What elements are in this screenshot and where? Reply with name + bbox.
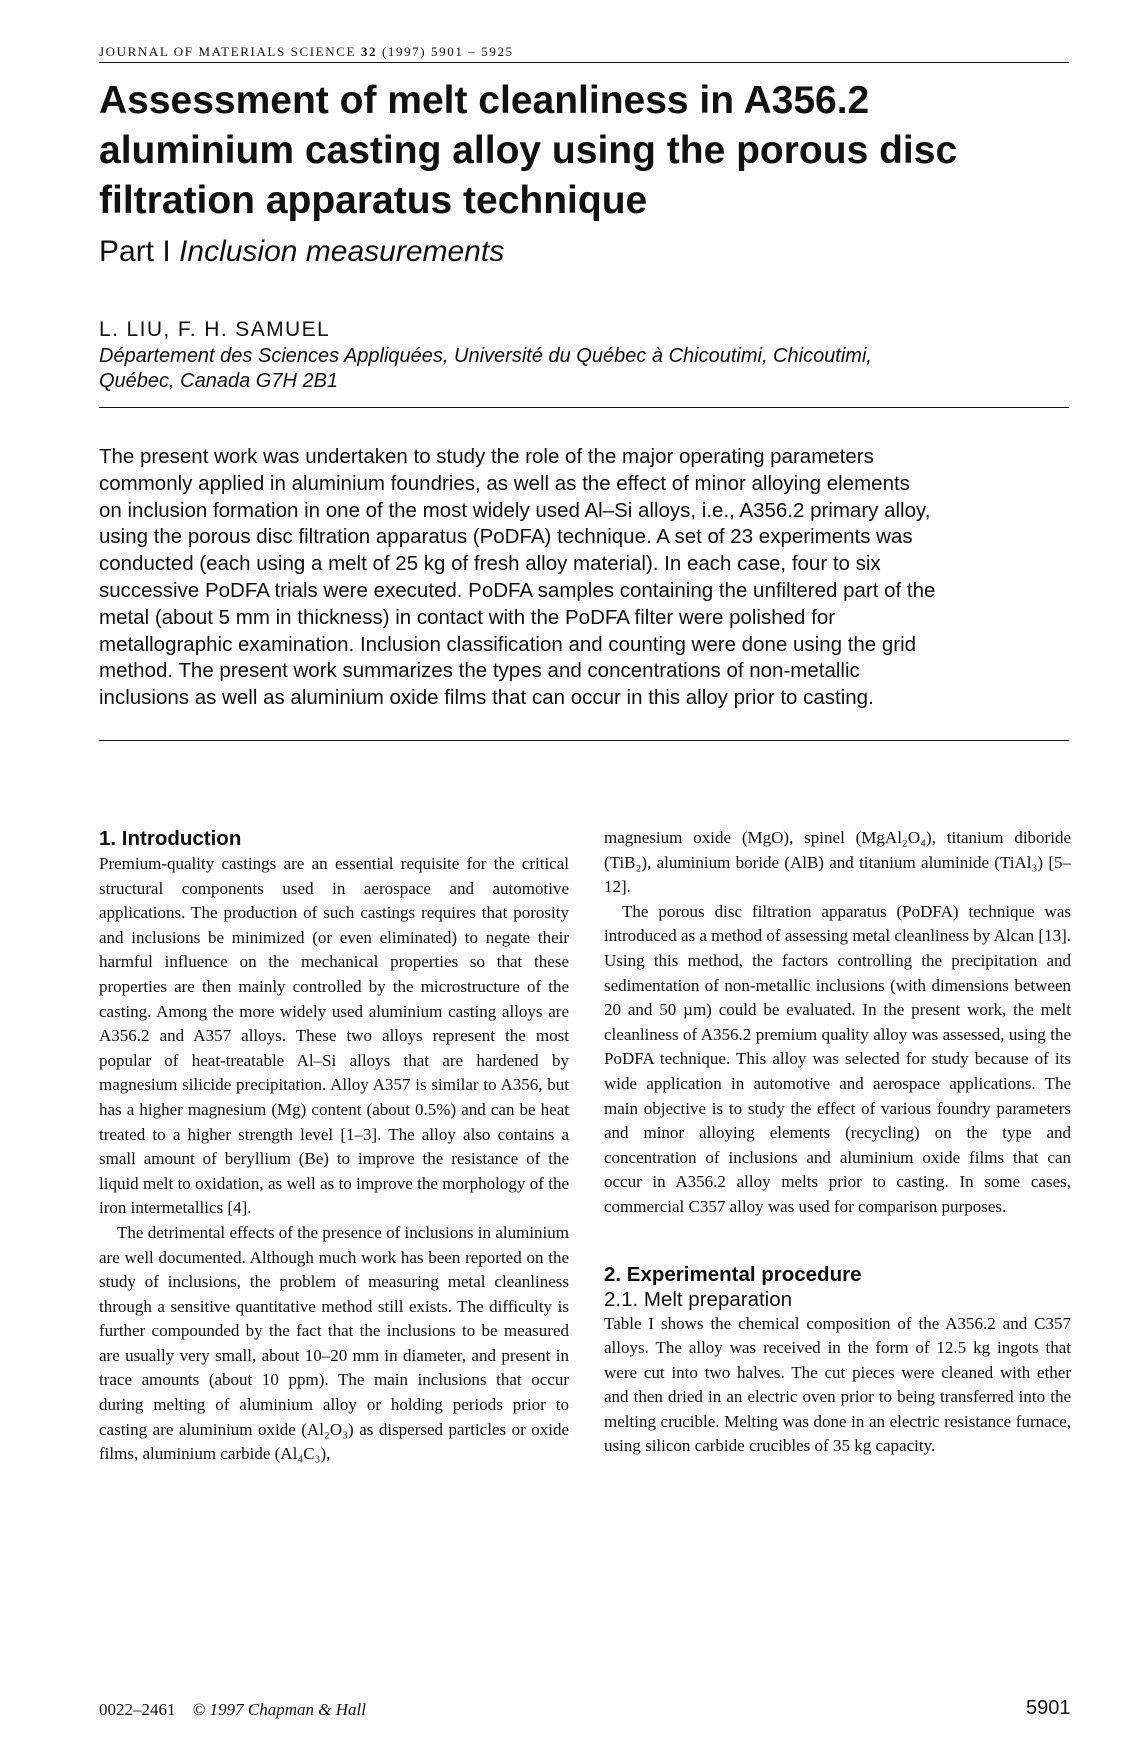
abstract-line: inclusions as well as aluminium oxide films that can occur in this alloy prior to casting. <box>99 686 874 710</box>
article-title <box>99 76 1059 226</box>
abstract <box>99 444 1069 712</box>
abstract-line: using the porous disc filtration apparatus (PoDFA) technique. A set of 23 experiments was <box>99 525 913 549</box>
affiliation-line-2: Québec, Canada G7H 2B1 <box>99 370 339 392</box>
authors: L. LIU, F. H. SAMUEL <box>99 318 331 341</box>
part-title: Inclusion measurements <box>179 235 505 268</box>
abstract-line: successive PoDFA trials were executed. PoDFA samples containing the unfiltered part of the <box>99 578 936 602</box>
intro-paragraph-3: magnesium oxide (MgO), spinel (MgAl₂O₄), titanium diboride (TiB₂), aluminium boride (AlB) and titanium aluminide (TiAl₃) [5–12]. <box>604 828 1071 897</box>
journal-name: JOURNAL OF MATERIALS SCIENCE <box>99 44 357 59</box>
title-line-1: Assessment of melt cleanliness in A356.2 <box>99 79 870 122</box>
journal-volume: 32 <box>360 44 378 59</box>
abstract-top-rule <box>99 407 1069 408</box>
issn: 0022–2461 <box>99 1700 176 1719</box>
section-1-heading: 1. Introduction <box>99 827 242 850</box>
abstract-line: on inclusion formation in one of the most widely used Al–Si alloys, i.e., A356.2 primary alloy, <box>99 498 931 522</box>
abstract-line: metallographic examination. Inclusion classification and counting were done using the grid <box>99 632 917 656</box>
part-subtitle <box>99 234 504 270</box>
affiliation-line-1: Département des Sciences Appliquées, Université du Québec à Chicoutimi, Chicoutimi, <box>99 345 872 367</box>
intro-paragraph-2: The detrimental effects of the presence of inclusions in aluminium are well documented. Although much work has been reported on the study of inclusions, the problem of measuring metal cleanliness through a sensitive quantitative method still exists. The difficulty is further compounded by the fact that the inclusions to be measured are usually very small, about 10–20 mm in diameter, and present in trace amounts (about 10 ppm). The main inclusions that occur during melting of aluminium alloy or holding periods prior to casting are aluminium oxide (Al₂O₃) as dispersed particles or oxide films, aluminium carbide (Al₄C₃), <box>99 1222 569 1464</box>
part-label: Part I <box>99 235 171 268</box>
abstract-line: metal (about 5 mm in thickness) in contact with the PoDFA filter were polished for <box>99 605 836 629</box>
journal-year-pages: (1997) 5901 – 5925 <box>381 44 514 59</box>
right-column <box>604 826 1071 1459</box>
abstract-line: conducted (each using a melt of 25 kg of fresh alloy material). In each case, four to six <box>99 552 881 576</box>
copyright: © 1997 Chapman & Hall <box>192 1700 366 1719</box>
abstract-line: method. The present work summarizes the types and concentrations of non-metallic <box>99 659 860 683</box>
footer-copyright <box>99 1700 366 1720</box>
section-2-heading: 2. Experimental procedure <box>604 1262 862 1286</box>
abstract-line: The present work was undertaken to study the role of the major operating parameters <box>99 445 874 468</box>
methods-paragraph-1: Table I shows the chemical composition of the A356.2 and C357 alloys. The alloy was received in the form of 12.5 kg ingots that were cut into two halves. The cut pieces were cleaned with ether and then dried in an electric oven prior to being transferred into the melting crucible. Melting was done in an electric resistance furnace, using silicon carbide crucibles of 35 kg capacity. <box>604 1313 1071 1456</box>
left-column <box>99 826 569 1467</box>
intro-paragraph-4: The porous disc filtration apparatus (PoDFA) technique was introduced as a method of assessing metal cleanliness by Alcan [13]. Using this method, the factors controlling the precipitation and sedimentation of non-metallic inclusions (with dimensions between 20 and 50 µm) could be evaluated. In the present work, the melt cleanliness of A356.2 premium quality alloy was assessed, using the PoDFA technique. This alloy was selected for study because of its wide application in automotive and aerospace applications. The main objective is to study the effect of various foundry parameters and minor alloying elements (recycling) on the type and concentration of inclusions and aluminium oxide films that can occur in A356.2 alloy melts prior to casting. In some cases, commercial C357 alloy was used for comparison purposes. <box>604 901 1071 1216</box>
intro-paragraph-1: Premium-quality castings are an essential requisite for the critical structural components used in aerospace and automotive applications. The production of such castings requires that porosity and inclusions be minimized (or even eliminated) to negate their harmful influence on the mechanical properties so that these properties are then mainly controlled by the microstructure of the casting. Among the more widely used aluminium casting alloys are A356.2 and A357 alloys. These two alloys represent the most popular of heat-treatable Al–Si alloys that are hardened by magnesium silicide precipitation. Alloy A357 is similar to A356, but has a higher magnesium (Mg) content (about 0.5%) and can be heat treated to a higher strength level [1–3]. The alloy also contains a small amount of beryllium (Be) to improve the resistance of the liquid melt to oxidation, as well as to improve the morphology of the iron intermetallics [4]. <box>99 854 569 1218</box>
journal-header <box>99 44 514 60</box>
header-rule <box>99 62 1069 63</box>
subsection-2-1-heading: 2.1. Melt preparation <box>604 1287 793 1311</box>
title-line-3: filtration apparatus technique <box>99 179 648 222</box>
title-line-2: aluminium casting alloy using the porous disc <box>99 129 958 172</box>
abstract-line: commonly applied in aluminium foundries, as well as the effect of minor alloying elements <box>99 471 910 495</box>
abstract-bottom-rule <box>99 740 1069 741</box>
page-number: 5901 <box>1026 1697 1071 1719</box>
affiliation <box>99 344 1069 394</box>
